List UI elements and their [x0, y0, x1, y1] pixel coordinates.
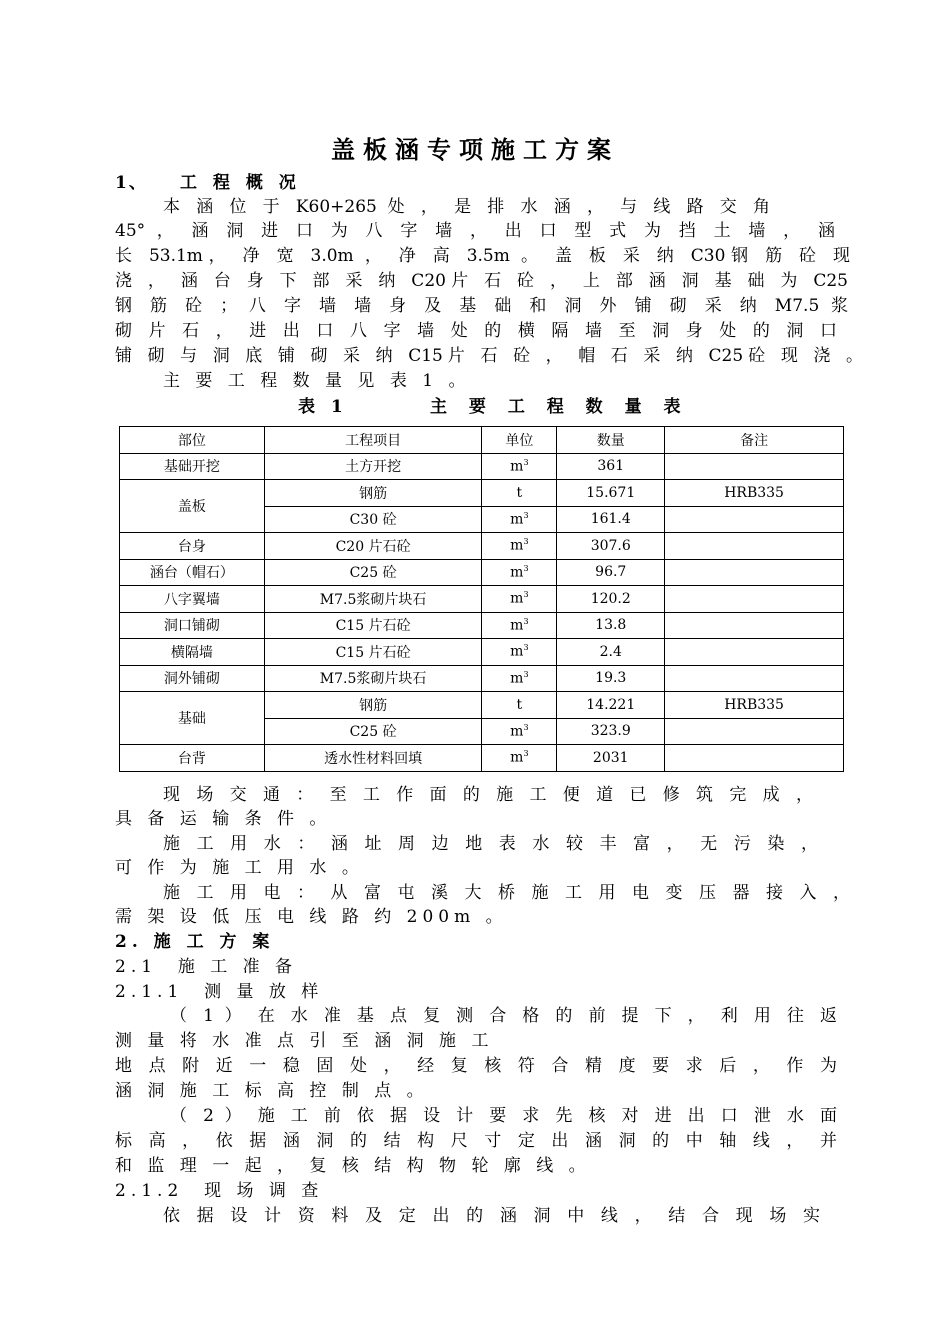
paragraph-line: （ 2 ） 施 工 前 依 据 设 计 要 求 先 核 对 进 出 口 泄 水 面 — [170, 1106, 837, 1126]
table-cell: 2.4 — [557, 639, 665, 666]
paragraph-line: 45° ， 涵 洞 进 口 为 八 字 墙 ， 出 口 型 式 为 挡 土 墙 ， 涵 — [115, 221, 835, 241]
document-title: 盖板涵专项施工方案 — [331, 135, 619, 164]
paragraph-line: 本 涵 位 于 K60+265 处 ， 是 排 水 涵 ， 与 线 路 交 角 — [163, 197, 770, 217]
table-cell: 361 — [557, 453, 665, 480]
table-cell: 钢筋 — [264, 692, 482, 719]
table-cell: HRB335 — [665, 480, 844, 507]
table-row — [120, 612, 844, 639]
table-caption: 主 要 工 程 数 量 表 — [430, 397, 689, 417]
paragraph-line: 标 高 ， 依 据 涵 洞 的 结 构 尺 寸 定 出 涵 洞 的 中 轴 线 ， 并 — [115, 1131, 837, 1151]
paragraph-line: 具 备 运 输 条 件 。 — [115, 809, 332, 829]
paragraph-line: 长 53.1m， 净 宽 3.0m ， 净 高 3.5m 。 盖 板 采 纳 C30钢 筋 砼 现 — [115, 246, 850, 266]
table-cell: 涵台（帽石） — [120, 559, 265, 586]
subsection-heading: 2.1 施 工 准 备 — [115, 957, 298, 977]
table-cell: 钢筋 — [264, 480, 482, 507]
table-cell: C25 砼 — [264, 718, 482, 745]
table-cell — [665, 559, 844, 586]
paragraph-line: 施 工 用 水 ： 涵 址 周 边 地 表 水 较 丰 富 ， 无 污 染 ， — [163, 834, 818, 854]
paragraph-line: 施 工 用 电 ： 从 富 屯 溪 大 桥 施 工 用 电 变 压 器 接 入 ， — [163, 883, 850, 903]
header-cell: 工程项目 — [264, 427, 482, 454]
table-cell — [665, 506, 844, 533]
table-cell — [665, 612, 844, 639]
table-cell: 洞外铺砌 — [120, 665, 265, 692]
table-cell: 横隔墙 — [120, 639, 265, 666]
table-header-row — [120, 427, 844, 454]
paragraph-line: 浇 ， 涵 台 身 下 部 采 纳 C20片 石 砼 ， 上 部 涵 洞 基 础 为 C25 — [115, 271, 848, 291]
table-caption-number: 表 1 — [298, 397, 348, 417]
paragraph-line: 需 架 设 低 压 电 线 路 约 200m 。 — [115, 907, 508, 927]
table-row — [120, 559, 844, 586]
header-cell: 数量 — [557, 427, 665, 454]
table-cell: HRB335 — [665, 692, 844, 719]
table-cell: C15 片石砼 — [264, 612, 482, 639]
quantity-table — [119, 426, 844, 772]
section-2-heading: 2. 施 工 方 案 — [115, 932, 275, 952]
table-cell: t — [482, 692, 557, 719]
header-cell: 备注 — [665, 427, 844, 454]
paragraph-line: 现 场 交 通 ： 至 工 作 面 的 施 工 便 道 已 修 筑 完 成 ， — [163, 785, 813, 805]
subsection-heading: 2.1.2 现 场 调 查 — [115, 1181, 324, 1201]
paragraph-line: 主 要 工 程 数 量 见 表 1 。 — [163, 371, 471, 391]
table-cell: $m^3$ — [482, 506, 557, 533]
paragraph-line: 可 作 为 施 工 用 水 。 — [115, 858, 364, 878]
table-row — [120, 533, 844, 560]
table-cell: 19.3 — [557, 665, 665, 692]
paragraph-line: 涵 洞 施 工 标 高 控 制 点 。 — [115, 1081, 429, 1101]
table-cell: 2031 — [557, 745, 665, 772]
table-cell: 15.671 — [557, 480, 665, 507]
table-cell: 96.7 — [557, 559, 665, 586]
header-cell: 单位 — [482, 427, 557, 454]
table-cell: 洞口铺砌 — [120, 612, 265, 639]
table-cell — [665, 453, 844, 480]
table-cell: M7.5浆砌片块石 — [264, 665, 482, 692]
paragraph-line: 和 监 理 一 起 ， 复 核 结 构 物 轮 廓 线 。 — [115, 1156, 591, 1176]
section-1-number: 1、 — [115, 173, 148, 193]
table-row — [120, 692, 844, 719]
paragraph-line: 钢 筋 砼 ； 八 字 墙 墙 身 及 基 础 和 洞 外 铺 砌 采 纳 M7.5 浆 — [115, 296, 848, 316]
table-cell: 透水性材料回填 — [264, 745, 482, 772]
table-cell: $m^3$ — [482, 665, 557, 692]
table-cell: $m^3$ — [482, 586, 557, 613]
paragraph-line: 地 点 附 近 一 稳 固 处 ， 经 复 核 符 合 精 度 要 求 后 ， 作 为 — [115, 1056, 837, 1076]
table-cell: 13.8 — [557, 612, 665, 639]
table-cell: $m^3$ — [482, 612, 557, 639]
table-row — [120, 453, 844, 480]
table-row — [120, 639, 844, 666]
table-cell: 台身 — [120, 533, 265, 560]
table-cell: 323.9 — [557, 718, 665, 745]
table-row — [120, 665, 844, 692]
table-cell: 161.4 — [557, 506, 665, 533]
table-cell: C20 片石砼 — [264, 533, 482, 560]
paragraph-line: 铺 砌 与 洞 底 铺 砌 采 纳 C15片 石 砼 ， 帽 石 采 纳 C25砼 现 浇 。 — [115, 346, 863, 366]
table-cell — [665, 745, 844, 772]
section-1-heading: 工 程 概 况 — [180, 173, 301, 193]
table-row — [120, 480, 844, 507]
table-cell: 基础开挖 — [120, 453, 265, 480]
table-cell: $m^3$ — [482, 718, 557, 745]
table-cell: $m^3$ — [482, 453, 557, 480]
table-cell: 307.6 — [557, 533, 665, 560]
table-cell — [665, 639, 844, 666]
table-cell: C25 砼 — [264, 559, 482, 586]
table-row — [120, 745, 844, 772]
table-cell — [665, 533, 844, 560]
table-cell: M7.5浆砌片块石 — [264, 586, 482, 613]
table-cell — [665, 665, 844, 692]
header-cell: 部位 — [120, 427, 265, 454]
table-cell: $m^3$ — [482, 559, 557, 586]
table-cell: C15 片石砼 — [264, 639, 482, 666]
paragraph-line: 依 据 设 计 资 料 及 定 出 的 涵 洞 中 线 ， 结 合 现 场 实 — [163, 1206, 820, 1226]
table-cell: 120.2 — [557, 586, 665, 613]
table-cell: $m^3$ — [482, 639, 557, 666]
table-cell: 基础 — [120, 692, 265, 745]
table-cell: C30 砼 — [264, 506, 482, 533]
paragraph-line: （ 1 ） 在 水 准 基 点 复 测 合 格 的 前 提 下 ， 利 用 往 返 — [170, 1006, 837, 1026]
table-cell: 台背 — [120, 745, 265, 772]
table-row — [120, 586, 844, 613]
paragraph-line: 测 量 将 水 准 点 引 至 涵 洞 施 工 — [115, 1031, 494, 1051]
table-cell — [665, 586, 844, 613]
table-cell: 土方开挖 — [264, 453, 482, 480]
table-cell: $m^3$ — [482, 533, 557, 560]
table-cell: 盖板 — [120, 480, 265, 533]
subsection-heading: 2.1.1 测 量 放 样 — [115, 982, 324, 1002]
paragraph-line: 砌 片 石 ， 进 出 口 八 字 墙 处 的 横 隔 墙 至 洞 身 处 的 洞 口 — [115, 321, 837, 341]
table-cell: $m^3$ — [482, 745, 557, 772]
table-cell: 14.221 — [557, 692, 665, 719]
table-cell: 八字翼墙 — [120, 586, 265, 613]
table-cell — [665, 718, 844, 745]
table-cell: t — [482, 480, 557, 507]
